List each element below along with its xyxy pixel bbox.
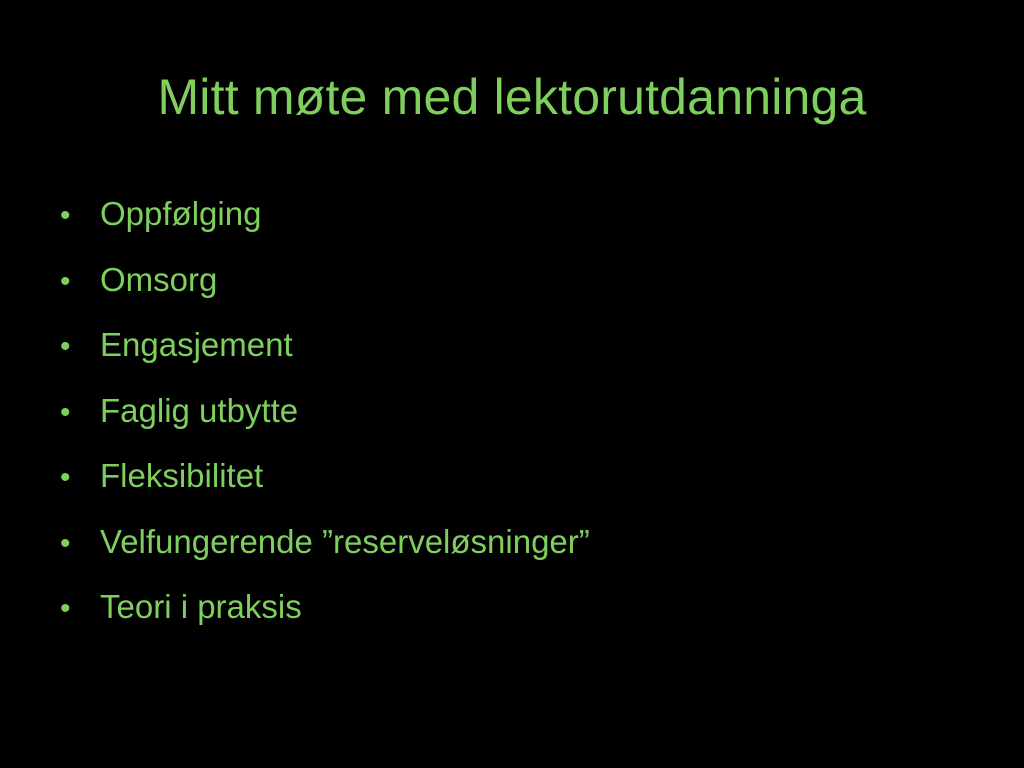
bullet-item bbox=[60, 512, 590, 578]
slide-title: Mitt møte med lektorutdanninga bbox=[157, 69, 867, 125]
bullet-text: Omsorg bbox=[100, 260, 218, 298]
bullet-text: Velfungerende ”reserveløsninger” bbox=[100, 522, 590, 560]
bullet-list bbox=[60, 184, 590, 643]
bullet-icon: • bbox=[60, 461, 71, 494]
bullet-text: Fleksibilitet bbox=[100, 457, 264, 494]
bullet-item bbox=[60, 577, 590, 643]
bullet-item bbox=[60, 184, 590, 250]
bullet-icon: • bbox=[60, 199, 71, 232]
bullet-icon: • bbox=[60, 592, 71, 625]
bullet-icon: • bbox=[60, 526, 71, 560]
bullet-item bbox=[60, 446, 590, 512]
bullet-item bbox=[60, 315, 590, 381]
bullet-text: Engasjement bbox=[100, 326, 293, 363]
bullet-item bbox=[60, 250, 590, 316]
bullet-icon: • bbox=[60, 330, 71, 363]
bullet-text: Faglig utbytte bbox=[100, 391, 299, 429]
bullet-text: Oppfølging bbox=[100, 195, 262, 232]
bullet-icon: • bbox=[60, 264, 71, 298]
bullet-text: Teori i praksis bbox=[100, 588, 302, 625]
bullet-icon: • bbox=[60, 395, 71, 429]
bullet-item bbox=[60, 381, 590, 447]
